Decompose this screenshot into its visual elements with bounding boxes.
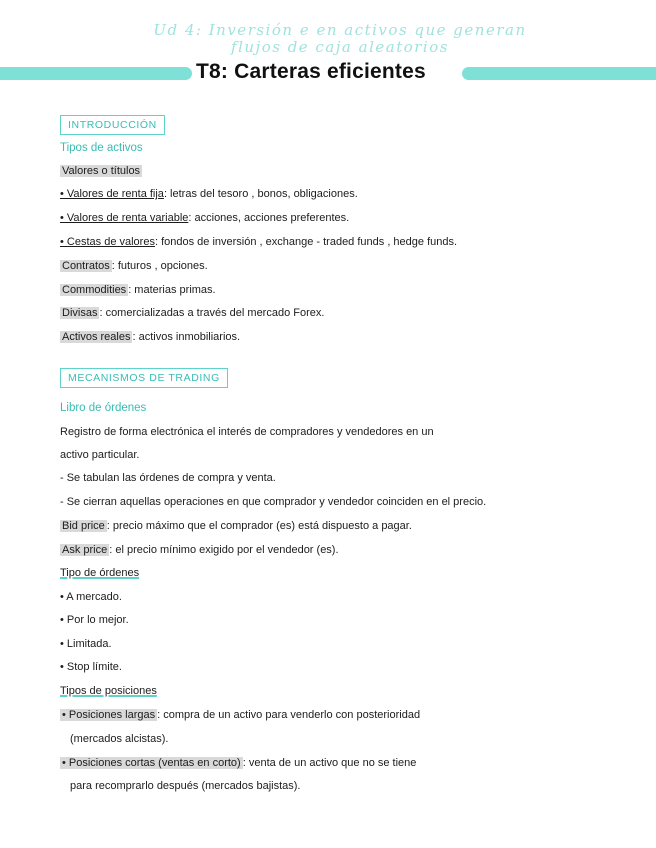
line-renta-variable xyxy=(60,212,349,224)
line-activo-particular: activo particular. xyxy=(60,449,140,461)
line-label: Commodities xyxy=(62,284,127,296)
line-por-lo-mejor: • Por lo mejor. xyxy=(60,614,129,626)
line-limitada: • Limitada. xyxy=(60,638,112,650)
line-label: Contratos xyxy=(62,260,110,272)
line-renta-fija xyxy=(60,188,358,200)
unit-title-line2: flujos de caja aleatorios xyxy=(231,38,449,56)
title-highlight-right xyxy=(462,67,656,80)
line-ask-price xyxy=(60,544,339,556)
line-text: : el precio mínimo exigido por el vendedor (es). xyxy=(109,544,339,556)
line-posiciones-cortas xyxy=(60,757,416,769)
line-label: Bid price xyxy=(62,520,105,532)
line-posiciones-largas xyxy=(60,709,420,721)
line-stop-limite: • Stop límite. xyxy=(60,661,122,673)
line-cestas-valores xyxy=(60,236,457,248)
line-label: Valores o títulos xyxy=(62,165,141,177)
line-contratos xyxy=(60,260,208,272)
line-valores-titulos xyxy=(60,165,142,177)
line-bid-price xyxy=(60,520,412,532)
line-tipos-posiciones xyxy=(60,685,157,697)
section-header-introduccion: INTRODUCCIÓN xyxy=(60,115,165,135)
line-cierran: - Se cierran aquellas operaciones en que comprador y vendedor coinciden en el precio. xyxy=(60,496,487,508)
unit-title xyxy=(100,22,580,56)
line-text: : activos inmobiliarios. xyxy=(132,331,241,343)
line-label: • Valores de renta fija xyxy=(60,188,164,200)
line-text: : fondos de inversión , exchange - traded funds , hedge funds. xyxy=(154,236,458,248)
line-text: : compra de un activo para venderlo con posterioridad xyxy=(157,709,421,721)
unit-title-line1: Ud 4: Inversión e en activos que generan xyxy=(153,21,527,39)
line-label: • Cestas de valores xyxy=(60,236,155,248)
section-header-mecanismos-trading: MECANISMOS DE TRADING xyxy=(60,368,228,388)
line-tipo-ordenes xyxy=(60,567,139,579)
subheading-libro-ordenes: Libro de órdenes xyxy=(60,402,147,414)
subheading-tipos-de-activos: Tipos de activos xyxy=(60,142,143,154)
line-text: : comercializadas a través del mercado Forex. xyxy=(99,307,325,319)
line-label: Tipo de órdenes xyxy=(60,567,140,579)
line-commodities xyxy=(60,284,216,296)
line-mercados-bajistas: para recomprarlo después (mercados bajistas). xyxy=(70,780,301,792)
line-label: • Posiciones largas xyxy=(62,709,156,721)
line-text: : letras del tesoro , bonos, obligaciones. xyxy=(163,188,358,200)
line-a-mercado: • A mercado. xyxy=(60,591,122,603)
line-text: : materias primas. xyxy=(128,284,216,296)
line-text: : precio máximo que el comprador (es) está dispuesto a pagar. xyxy=(106,520,412,532)
line-registro: Registro de forma electrónica el interés de compradores y vendedores en un xyxy=(60,426,434,438)
line-activos-reales xyxy=(60,331,240,343)
line-label: Ask price xyxy=(62,544,108,556)
page-title: T8: Carteras eficientes xyxy=(196,60,426,83)
line-tabulan: - Se tabulan las órdenes de compra y venta. xyxy=(60,472,276,484)
line-label: • Valores de renta variable xyxy=(60,212,189,224)
line-text: : futuros , opciones. xyxy=(111,260,208,272)
line-divisas xyxy=(60,307,324,319)
line-text: : acciones, acciones preferentes. xyxy=(188,212,350,224)
line-label: Divisas xyxy=(62,307,98,319)
title-highlight-left xyxy=(0,67,192,80)
title-row xyxy=(0,60,656,88)
line-label: Tipos de posiciones xyxy=(60,685,157,697)
line-label: • Posiciones cortas (ventas en corto) xyxy=(62,757,241,769)
line-mercados-alcistas: (mercados alcistas). xyxy=(70,733,169,745)
line-text: : venta de un activo que no se tiene xyxy=(242,757,417,769)
line-label: Activos reales xyxy=(62,331,131,343)
